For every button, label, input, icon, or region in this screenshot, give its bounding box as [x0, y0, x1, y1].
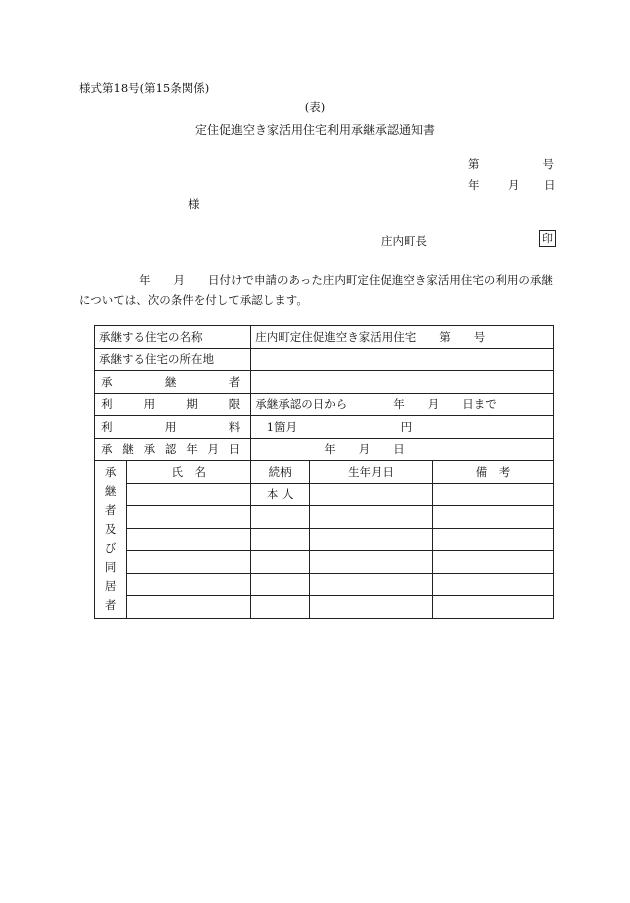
occupant-relation-cell [251, 506, 310, 529]
spread-label [99, 374, 246, 390]
occupant-relation-cell [251, 573, 310, 596]
label-char: 月 [207, 442, 219, 457]
row-value-approval-date: 年 月 日 [251, 438, 554, 461]
occupant-relation-cell: 本 人 [251, 483, 310, 506]
label-char: 用 [143, 397, 156, 412]
occupant-relation-cell [251, 596, 310, 619]
occupant-relation-cell [251, 551, 310, 574]
vertical-char: び [104, 541, 117, 556]
header-name: 氏 名 [127, 461, 251, 484]
label-char: 料 [228, 419, 241, 434]
label-char: 利 [101, 419, 113, 434]
occupant-remarks-cell [433, 483, 554, 506]
vertical-char: 継 [104, 484, 117, 499]
side-label: (表) [304, 100, 326, 114]
label-char: 承 [101, 442, 113, 457]
occupant-remarks-cell [433, 528, 554, 551]
occupant-birthdate-cell [310, 528, 433, 551]
table-row [95, 393, 554, 416]
label-char: 継 [122, 442, 134, 457]
label-char: 期 [186, 397, 198, 412]
gou-label: 号 [542, 157, 554, 171]
occupant-relation-cell [251, 528, 310, 551]
label-char: 用 [164, 419, 177, 434]
issue-date-line [468, 177, 554, 193]
table-row [95, 326, 554, 349]
occupant-birthdate-cell [310, 506, 433, 529]
day-label: 日 [544, 178, 556, 192]
occupant-birthdate-cell [310, 573, 433, 596]
spread-label [99, 396, 246, 412]
vertical-char: 者 [104, 503, 117, 518]
row-value-housing-address [251, 348, 554, 371]
seal-mark: 印 [539, 230, 556, 247]
label-char: 認 [164, 442, 177, 457]
label-char: 継 [164, 374, 177, 389]
occupant-name-cell [127, 596, 251, 619]
occupant-remarks-cell [433, 596, 554, 619]
occupant-remarks-cell [433, 573, 554, 596]
occupant-name-cell [127, 506, 251, 529]
vertical-char: 者 [104, 598, 117, 613]
row-label-approval-date [95, 438, 251, 461]
occupant-header-row [95, 461, 554, 484]
occupant-row [95, 551, 554, 574]
document-title: 定住促進空き家活用住宅利用承継承認通知書 [194, 123, 435, 137]
dai-label: 第 [468, 157, 480, 171]
occupant-row [95, 528, 554, 551]
row-value-successor [251, 371, 554, 394]
vertical-char: 同 [104, 560, 117, 575]
addressee-honorific: 様 [188, 197, 200, 211]
approval-table [94, 325, 554, 619]
spread-label [99, 441, 246, 457]
label-char: 承 [101, 374, 113, 389]
label-char: 限 [228, 397, 241, 412]
label-char: 日 [228, 442, 241, 457]
header-remarks: 備 考 [433, 461, 554, 484]
year-label: 年 [468, 178, 480, 192]
body-text: 年 月 日付けで申請のあった庄内町定住促進空き家活用住宅の利用の承継については、次の条件を付して承認します。 [79, 273, 553, 307]
occupant-name-cell [127, 551, 251, 574]
table-row [95, 438, 554, 461]
vertical-char: 承 [104, 465, 117, 480]
label-char: 年 [186, 442, 198, 457]
occupant-remarks-cell [433, 506, 554, 529]
vertical-char: 居 [104, 579, 117, 594]
document-number-line [468, 156, 554, 172]
vertical-char: 及 [104, 522, 117, 537]
occupant-row [95, 506, 554, 529]
header-relation: 続柄 [251, 461, 310, 484]
occupant-birthdate-cell [310, 596, 433, 619]
issuer-name: 庄内町長 [381, 234, 427, 248]
label-char: 者 [228, 374, 241, 389]
table-row [95, 371, 554, 394]
occupant-row [95, 596, 554, 619]
occupant-row [95, 483, 554, 506]
row-value-usage-fee: 1箇月 円 [251, 416, 554, 439]
row-label-usage-period [95, 393, 251, 416]
occupant-birthdate-cell [310, 483, 433, 506]
month-label: 月 [508, 178, 520, 192]
label-char: 利 [101, 397, 113, 412]
label-char: 承 [143, 442, 156, 457]
occupant-section-label [95, 461, 127, 619]
row-label-housing-name: 承継する住宅の名称 [95, 326, 251, 349]
occupant-remarks-cell [433, 551, 554, 574]
row-value-usage-period: 承継承認の日から 年 月 日まで [251, 393, 554, 416]
spread-label [99, 419, 246, 435]
occupant-row [95, 573, 554, 596]
row-label-usage-fee [95, 416, 251, 439]
occupant-name-cell [127, 573, 251, 596]
header-birthdate: 生年月日 [310, 461, 433, 484]
occupant-name-cell [127, 528, 251, 551]
form-number: 様式第18号(第15条関係) [79, 81, 210, 95]
row-value-housing-name: 庄内町定住促進空き家活用住宅 第 号 [251, 326, 554, 349]
occupant-name-cell [127, 483, 251, 506]
row-label-successor [95, 371, 251, 394]
occupant-birthdate-cell [310, 551, 433, 574]
table-row [95, 416, 554, 439]
table-row [95, 348, 554, 371]
row-label-housing-address: 承継する住宅の所在地 [95, 348, 251, 371]
